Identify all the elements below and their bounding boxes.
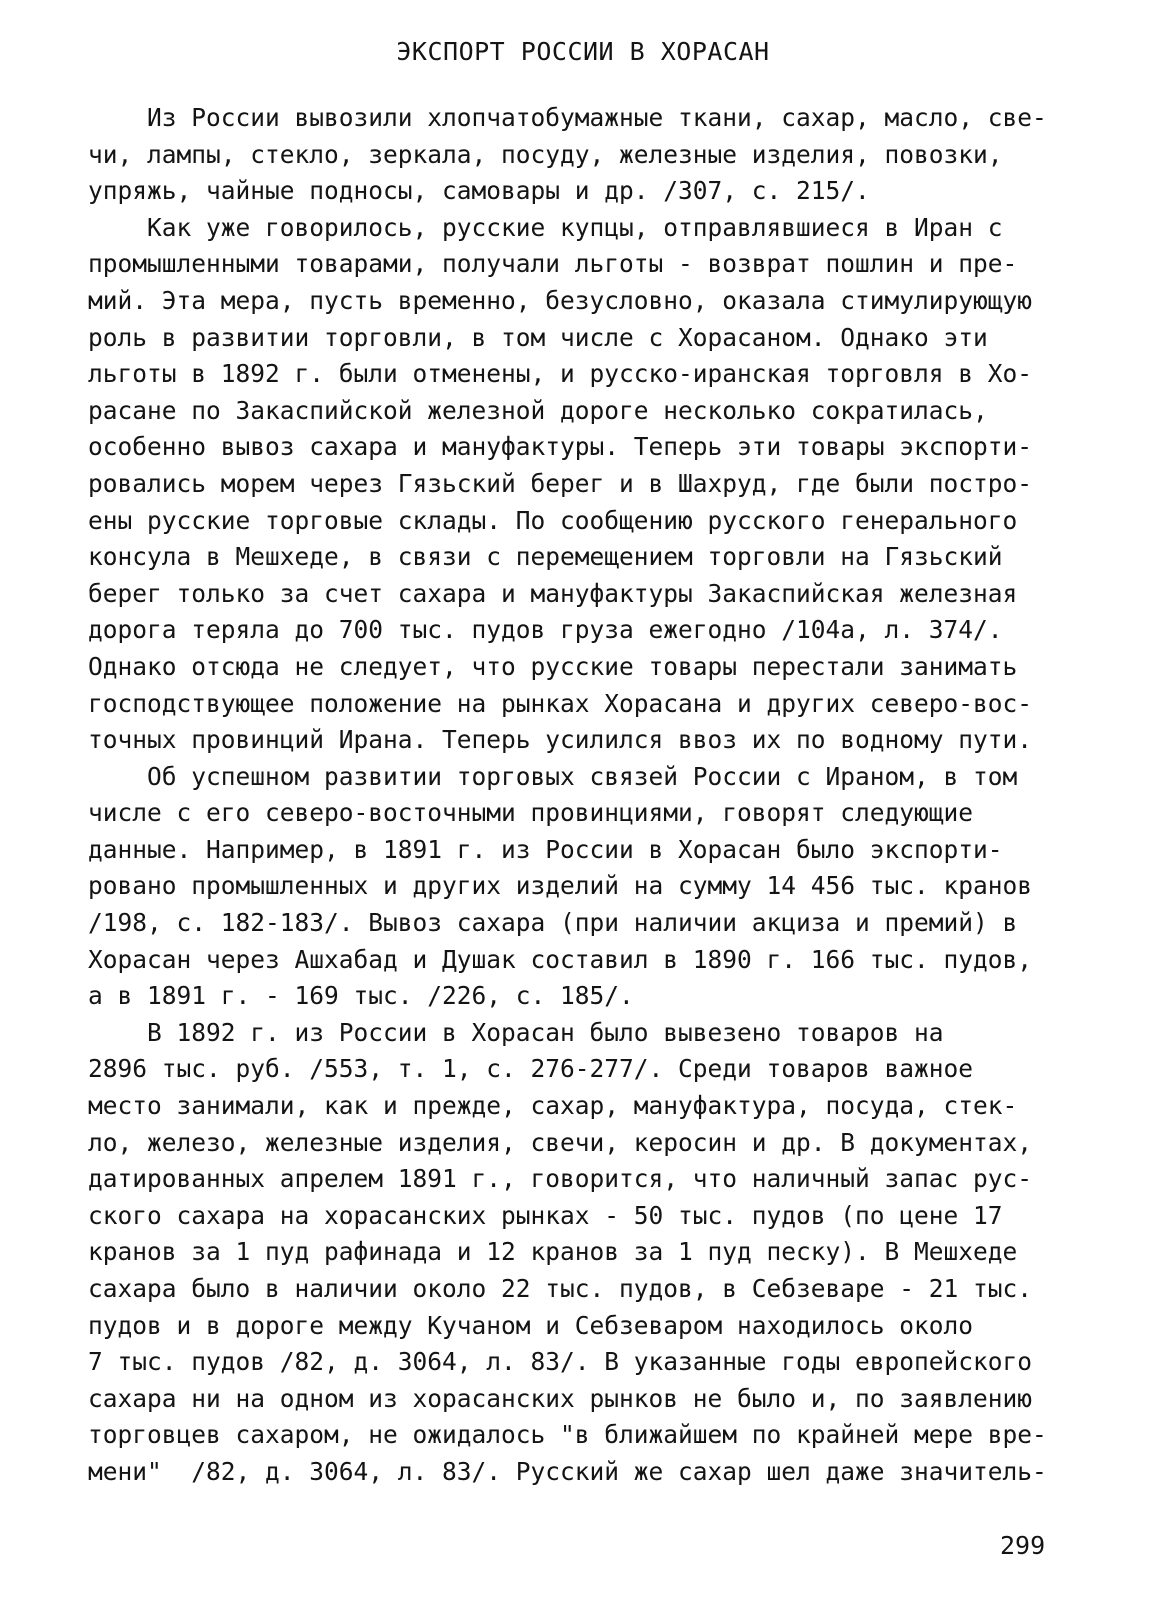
- text-line: числе с его северо-восточными провинциями, говорят следующие: [88, 798, 974, 828]
- text-line: дорога теряла до 700 тыс. пудов груза ежегодно /104а, л. 374/.: [88, 615, 1003, 645]
- text-line: промышленными товарами, получали льготы - возврат пошлин и пре-: [88, 249, 1018, 279]
- text-line: ены русские торговые склады. По сообщению русского генерального: [88, 505, 1018, 535]
- text-line: ло, железо, железные изделия, свечи, керосин и др. В документах,: [88, 1127, 1033, 1157]
- text-line: торговцев сахаром, не ожидалось "в ближайшем по крайней мере вре-: [88, 1420, 1047, 1450]
- text-line: Об успешном развитии торговых связей России с Ираном, в том: [88, 761, 1018, 791]
- text-line: Как уже говорилось, русские купцы, отправлявшиеся в Иран с: [88, 212, 1003, 242]
- text-line: берег только за счет сахара и мануфактуры Закаспийская железная: [88, 578, 1018, 608]
- text-line: В 1892 г. из России в Хорасан было вывезено товаров на: [88, 1017, 944, 1047]
- text-line: кранов за 1 пуд рафинада и 12 кранов за 1 пуд песку). В Мешхеде: [88, 1237, 1018, 1267]
- text-line: льготы в 1892 г. были отменены, и русско-иранская торговля в Хо-: [88, 359, 1033, 389]
- text-line: а в 1891 г. - 169 тыс. /226, с. 185/.: [88, 981, 634, 1011]
- text-line: ского сахара на хорасанских рынках - 50 тыс. пудов (по цене 17: [88, 1200, 1003, 1230]
- text-line: /198, с. 182-183/. Вывоз сахара (при наличии акциза и премий) в: [88, 908, 1018, 938]
- text-line: мий. Эта мера, пусть временно, безусловно, оказала стимулирующую: [88, 285, 1033, 315]
- text-line: сахара ни на одном из хорасанских рынков не было и, по заявлению: [88, 1383, 1033, 1413]
- text-line: господствующее положение на рынках Хорасана и других северо-вос-: [88, 688, 1033, 718]
- text-line: Хорасан через Ашхабад и Душак составил в 1890 г. 166 тыс. пудов,: [88, 944, 1033, 974]
- text-line: ровано промышленных и других изделий на сумму 14 456 тыс. кранов: [88, 871, 1033, 901]
- text-line: точных провинций Ирана. Теперь усилился ввоз их по водному пути.: [88, 725, 1033, 755]
- text-line: 2896 тыс. руб. /553, т. 1, с. 276-277/. Среди товаров важное: [88, 1054, 974, 1084]
- page-title: ЭКСПОРТ РОССИИ В ХОРАСАН: [396, 37, 770, 66]
- text-line: упряжь, чайные подносы, самовары и др. /307, с. 215/.: [88, 176, 870, 206]
- text-line: данные. Например, в 1891 г. из России в Хорасан было экспорти-: [88, 834, 1003, 864]
- text-line: особенно вывоз сахара и мануфактуры. Теперь эти товары экспорти-: [88, 432, 1033, 462]
- text-line: датированных апрелем 1891 г., говорится, что наличный запас рус-: [88, 1164, 1033, 1194]
- text-line: пудов и в дороге между Кучаном и Себзеваром находилось около: [88, 1310, 974, 1340]
- text-line: ровались морем через Гязьский берег и в Шахруд, где были постро-: [88, 468, 1033, 498]
- text-line: чи, лампы, стекло, зеркала, посуду, железные изделия, повозки,: [88, 139, 1003, 169]
- text-line: мени" /82, д. 3064, л. 83/. Русский же сахар шел даже значитель-: [88, 1456, 1047, 1486]
- text-line: роль в развитии торговли, в том числе с Хорасаном. Однако эти: [88, 322, 988, 352]
- text-line: место занимали, как и прежде, сахар, мануфактура, посуда, стек-: [88, 1091, 1018, 1121]
- text-line: консула в Мешхеде, в связи с перемещением торговли на Гязьский: [88, 542, 1003, 572]
- page-number: 299: [1000, 1531, 1046, 1560]
- text-line: расане по Закаспийской железной дороге несколько сократилась,: [88, 395, 988, 425]
- text-line: 7 тыс. пудов /82, д. 3064, л. 83/. В указанные годы европейского: [88, 1347, 1033, 1377]
- text-line: Однако отсюда не следует, что русские товары перестали занимать: [88, 651, 1018, 681]
- body-text: [88, 100, 1078, 1491]
- text-line: сахара было в наличии около 22 тыс. пудов, в Себзеваре - 21 тыс.: [88, 1274, 1033, 1303]
- text-line: Из России вывозили хлопчатобумажные ткани, сахар, масло, све-: [88, 103, 1047, 132]
